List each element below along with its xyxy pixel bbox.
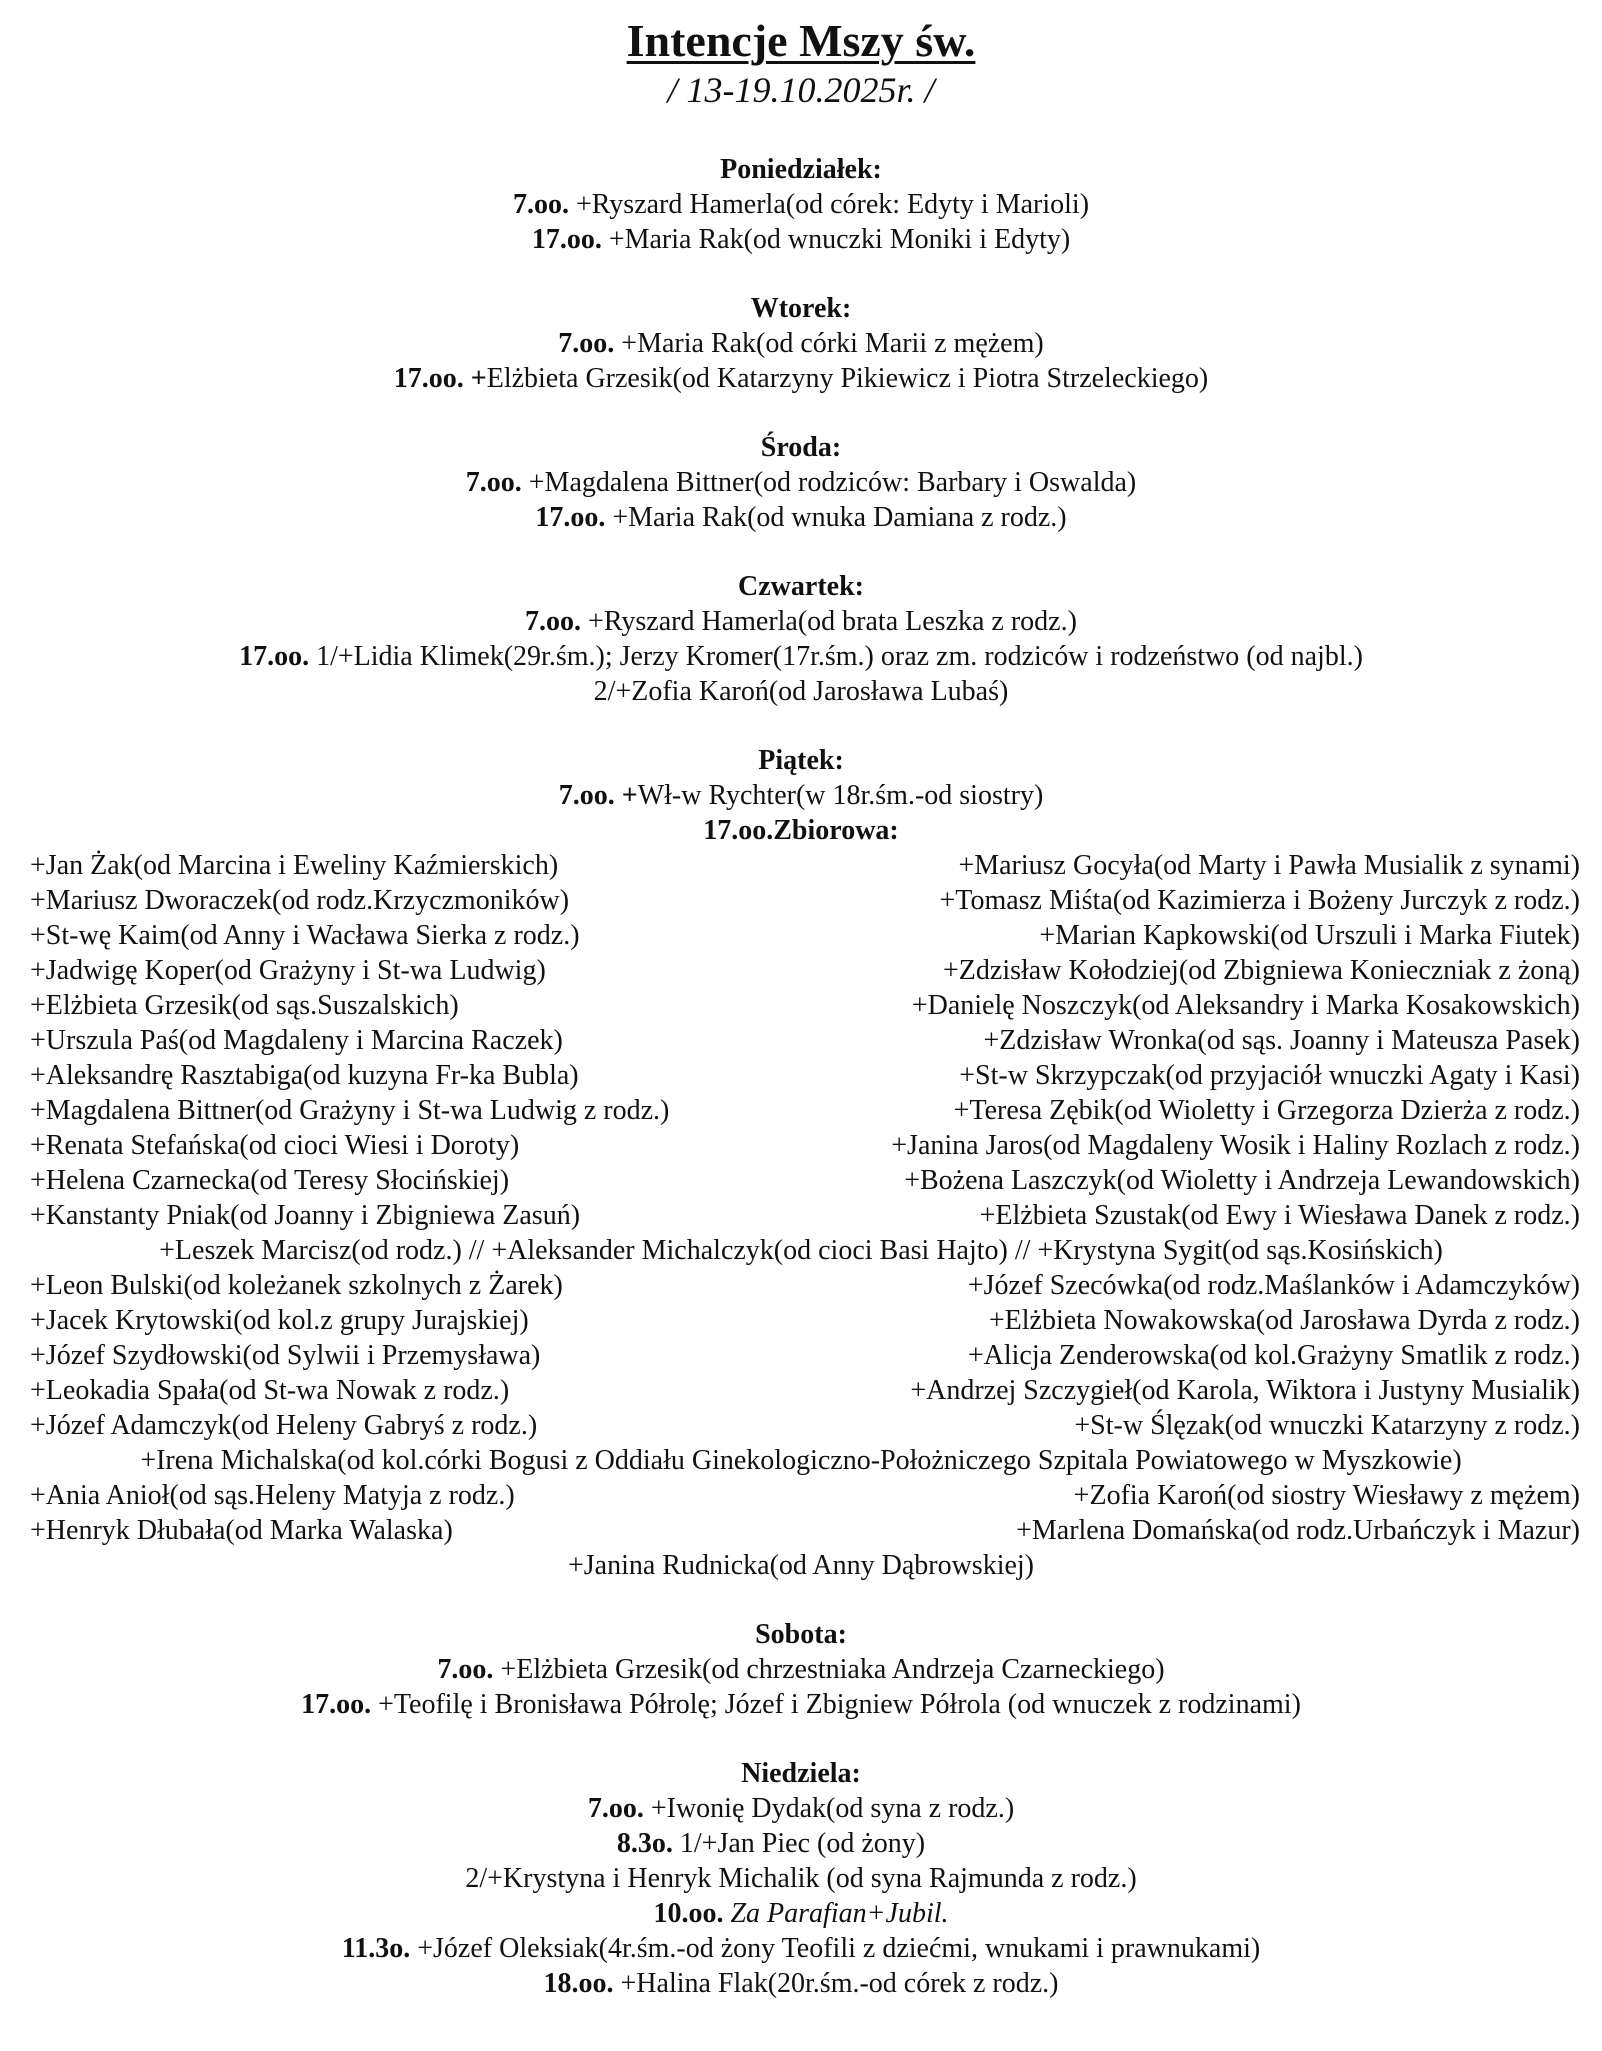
collective-row [0,1093,1602,1128]
collective-row [0,1198,1602,1233]
mass-time: 17.oo. [393,363,464,394]
intention-left: +Mariusz Dworaczek(od rodz.Krzyczmoników) [30,885,570,916]
days-container [0,152,1602,2001]
mass-intention [0,361,1602,396]
mass-intention [0,465,1602,500]
collective-row [0,918,1602,953]
day-section-poniedziałek [0,152,1602,257]
day-heading: Niedziela: [741,1758,861,1789]
intention-left: +Henryk Dłubała(od Marka Walaska) [30,1515,453,1546]
mass-time: 10.oo. [653,1898,724,1929]
intention-left: +St-wę Kaim(od Anny i Wacława Sierka z rodz.) [30,920,580,951]
intention-text: 2/+Krystyna i Henryk Michalik (od syna Rajmunda z rodz.) [465,1863,1137,1894]
mass-intention [0,778,1602,813]
intention-text: +Teofilę i Bronisława Półrolę; Józef i Zbigniew Półrola (od wnuczek z rodzinami) [371,1689,1301,1720]
mass-intention [0,222,1602,257]
collective-row [0,1408,1602,1443]
intention-left: +Urszula Paś(od Magdaleny i Marcina Raczek) [30,1025,563,1056]
mass-time: 17.oo. [239,641,310,672]
intention-left: +Jadwigę Koper(od Grażyny i St-wa Ludwig) [30,955,546,986]
mass-intention [0,1966,1602,2001]
intention-right: +Zofia Karoń(od siostry Wiesławy z mężem) [1073,1480,1580,1511]
intention-text: +Maria Rak(od wnuka Damiana z rodz.) [605,502,1067,533]
day-section-środa [0,430,1602,535]
mass-intention [0,1861,1602,1896]
intention-text: 2/+Zofia Karoń(od Jarosława Lubaś) [593,676,1009,707]
mass-time: 18.oo. [543,1968,614,1999]
mass-intention [0,674,1602,709]
intention-text: Elżbieta Grzesik(od Katarzyny Pikiewicz i Piotra Strzeleckiego) [486,363,1209,394]
mass-intention [0,639,1602,674]
collective-row [0,1443,1602,1478]
intention-right: +St-w Ślęzak(od wnuczki Katarzyny z rodz.) [1074,1410,1580,1441]
mass-intention [0,187,1602,222]
intention-right: +St-w Skrzypczak(od przyjaciół wnuczki Agaty i Kasi) [959,1060,1580,1091]
collective-intentions-list [0,848,1602,1583]
intention-text: +Janina Rudnicka(od Anny Dąbrowskiej) [567,1550,1035,1581]
intention-right: +Józef Szecówka(od rodz.Maślanków i Adamczyków) [967,1270,1580,1301]
intention-text: +Ryszard Hamerla(od brata Leszka z rodz.) [581,606,1077,637]
mass-intention [0,1826,1602,1861]
intention-left: +Aleksandrę Rasztabiga(od kuzyna Fr-ka Bubla) [30,1060,579,1091]
mass-time: 11.3o. [341,1933,411,1964]
mass-intention [0,1687,1602,1722]
page-title [0,14,1602,68]
intention-right: +Tomasz Miśta(od Kazimierza i Bożeny Jurczyk z rodz.) [939,885,1580,916]
collective-row [0,1338,1602,1373]
intention-left: +Helena Czarnecka(od Teresy Słocińskiej) [30,1165,510,1196]
day-section-piątek [0,743,1602,1583]
mass-intention [0,1896,1602,1931]
intention-text: +Maria Rak(od wnuczki Moniki i Edyty) [601,224,1071,255]
intention-left: +Renata Stefańska(od cioci Wiesi i Doroty) [30,1130,520,1161]
day-heading: Sobota: [755,1619,847,1650]
intention-text: +Iwonię Dydak(od syna z rodz.) [643,1793,1015,1824]
intention-left: +Jan Żak(od Marcina i Eweliny Kaźmierskich) [30,850,559,881]
collective-row [0,848,1602,883]
day-heading: Środa: [760,432,842,463]
mass-time: 17.oo. [301,1689,372,1720]
day-heading: Poniedziałek: [720,154,882,185]
mass-intention [0,500,1602,535]
intention-left: +Józef Szydłowski(od Sylwii i Przemysława) [30,1340,541,1371]
intention-text: +Magdalena Bittner(od rodziców: Barbary i Oswalda) [521,467,1137,498]
mass-intention [0,1931,1602,1966]
day-section-sobota [0,1617,1602,1722]
collective-row [0,1373,1602,1408]
mass-time: 17.oo. [531,224,602,255]
mass-time: 7.oo. [525,606,582,637]
mass-time: 7.oo. [512,189,569,220]
deceased-mark: + [614,780,638,811]
intention-right: +Andrzej Szczygieł(od Karola, Wiktora i Justyny Musialik) [910,1375,1580,1406]
intention-text: +Maria Rak(od córki Marii z mężem) [614,328,1044,359]
mass-time: 7.oo. [558,780,615,811]
collective-mass-heading: 17.oo.Zbiorowa: [703,815,899,846]
intention-right: +Alicja Zenderowska(od kol.Grażyny Smatlik z rodz.) [967,1340,1580,1371]
intention-text: Za Parafian+Jubil. [723,1898,949,1929]
collective-row [0,1478,1602,1513]
date-range: / 13-19.10.2025r. / [667,70,935,110]
intention-right: +Danielę Noszczyk(od Aleksandry i Marka Kosakowskich) [911,990,1580,1021]
mass-time: 7.oo. [558,328,615,359]
intention-right: +Zdzisław Kołodziej(od Zbigniewa Konieczniak z żoną) [943,955,1580,986]
intention-left: +Józef Adamczyk(od Heleny Gabryś z rodz.) [30,1410,538,1441]
intention-right: +Elżbieta Nowakowska(od Jarosława Dyrda z rodz.) [988,1305,1580,1336]
day-heading: Piątek: [758,745,844,776]
collective-row [0,1548,1602,1583]
intention-right: +Bożena Laszczyk(od Wioletty i Andrzeja Lewandowskich) [904,1165,1580,1196]
intention-right: +Marian Kapkowski(od Urszuli i Marka Fiutek) [1039,920,1580,951]
day-heading: Czwartek: [738,571,864,602]
mass-intention [0,326,1602,361]
intention-left: +Ania Anioł(od sąs.Heleny Matyja z rodz.) [30,1480,515,1511]
intention-right: +Zdzisław Wronka(od sąs. Joanny i Mateusza Pasek) [983,1025,1580,1056]
intention-right: +Mariusz Gocyła(od Marty i Pawła Musialik z synami) [958,850,1580,881]
intention-left: +Kanstanty Pniak(od Joanny i Zbigniewa Zasuń) [30,1200,581,1231]
intention-right: +Marlena Domańska(od rodz.Urbańczyk i Mazur) [1016,1515,1580,1546]
collective-row [0,1163,1602,1198]
intention-text: 1/+Jan Piec (od żony) [672,1828,926,1859]
mass-intention [0,1791,1602,1826]
day-heading: Wtorek: [750,293,852,324]
intention-left: +Elżbieta Grzesik(od sąs.Suszalskich) [30,990,459,1021]
day-section-czwartek [0,569,1602,709]
intention-text: +Halina Flak(20r.śm.-od córek z rodz.) [613,1968,1059,1999]
intention-text: +Leszek Marcisz(od rodz.) // +Aleksander Michalczyk(od cioci Basi Hajto) // +Krystyna Sygit(od sąs.Kosińskich) [159,1235,1443,1266]
intention-left: +Leokadia Spała(od St-wa Nowak z rodz.) [30,1375,510,1406]
collective-row [0,1233,1602,1268]
intention-text: +Józef Oleksiak(4r.śm.-od żony Teofili z dziećmi, wnukami i prawnukami) [410,1933,1261,1964]
collective-row [0,883,1602,918]
mass-intention [0,1652,1602,1687]
collective-row [0,1058,1602,1093]
mass-time: 8.3o. [616,1828,673,1859]
intention-left: +Leon Bulski(od koleżanek szkolnych z Żarek) [30,1270,563,1301]
intention-right: +Janina Jaros(od Magdaleny Wosik i Haliny Rozlach z rodz.) [891,1130,1580,1161]
intention-text: +Elżbieta Grzesik(od chrzestniaka Andrzeja Czarneckiego) [493,1654,1165,1685]
mass-time: 17.oo. [535,502,606,533]
deceased-mark: + [463,363,487,394]
day-section-niedziela [0,1756,1602,2001]
mass-time: 7.oo. [465,467,522,498]
intention-text: 1/+Lidia Klimek(29r.śm.); Jerzy Kromer(17r.śm.) oraz zm. rodziców i rodzeństwo (od najbl.) [309,641,1363,672]
collective-row [0,953,1602,988]
collective-row [0,1023,1602,1058]
collective-row [0,988,1602,1023]
collective-row [0,1513,1602,1548]
collective-row [0,1128,1602,1163]
intention-text: Wł-w Rychter(w 18r.śm.-od siostry) [637,780,1044,811]
day-section-wtorek [0,291,1602,396]
mass-time: 7.oo. [437,1654,494,1685]
collective-row [0,1268,1602,1303]
intention-text: +Irena Michalska(od kol.córki Bogusi z Oddiału Ginekologiczno-Położniczego Szpitala Powiatowego w Myszkowie) [140,1445,1462,1476]
page-title-text: Intencje Mszy św. [626,15,976,66]
intention-right: +Elżbieta Szustak(od Ewy i Wiesława Danek z rodz.) [979,1200,1580,1231]
intention-left: +Magdalena Bittner(od Grażyny i St-wa Ludwig z rodz.) [30,1095,670,1126]
collective-row [0,1303,1602,1338]
intention-right: +Teresa Zębik(od Wioletty i Grzegorza Dzierża z rodz.) [953,1095,1580,1126]
mass-time: 7.oo. [587,1793,644,1824]
intention-text: +Ryszard Hamerla(od córek: Edyty i Marioli) [568,189,1090,220]
mass-intention [0,604,1602,639]
intention-left: +Jacek Krytowski(od kol.z grupy Jurajskiej) [30,1305,529,1336]
